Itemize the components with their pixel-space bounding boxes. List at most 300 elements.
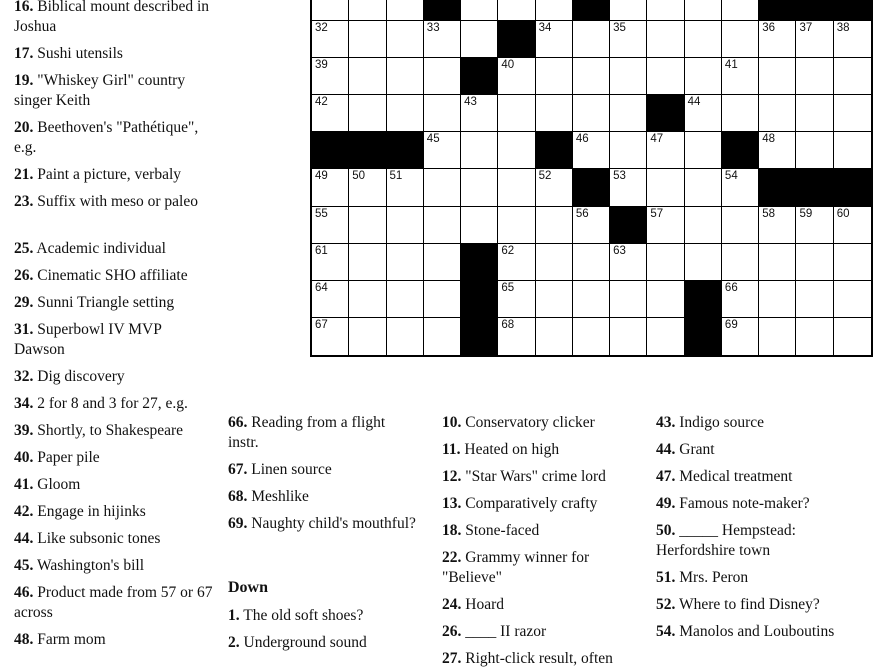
grid-cell[interactable] [610, 318, 647, 355]
clue-text: Gloom [33, 476, 81, 493]
grid-cell[interactable] [573, 281, 610, 318]
grid-cell[interactable] [722, 207, 759, 244]
cell-number: 58 [762, 207, 775, 220]
grid-cell[interactable] [796, 244, 833, 281]
cell-number: 65 [501, 281, 515, 294]
cell-number: 45 [426, 133, 440, 146]
grid-cell[interactable] [312, 244, 349, 281]
grid-black-square [722, 132, 759, 169]
clue-text: Product made from 57 or 67 across [14, 584, 213, 621]
clue-29[interactable] [14, 293, 214, 313]
grid-cell[interactable] [536, 169, 573, 206]
clue-number: 26. [442, 623, 462, 640]
grid-cell[interactable] [796, 21, 833, 58]
grid-cell[interactable] [536, 207, 573, 244]
grid-cell[interactable] [536, 58, 573, 95]
clue-text: Paint a picture, verbaly [33, 166, 182, 183]
clue-number: 66. [228, 414, 248, 431]
clue-text: Cinematic SHO affiliate [33, 267, 188, 284]
grid-cell[interactable] [461, 207, 498, 244]
clue-42[interactable] [14, 502, 214, 522]
clue-text: Famous note-maker? [675, 495, 810, 512]
cell-number: 34 [538, 22, 552, 35]
grid-cell[interactable] [573, 58, 610, 95]
clue-54[interactable] [656, 622, 871, 642]
grid-cell[interactable] [610, 169, 647, 206]
grid-cell[interactable] [573, 244, 610, 281]
clue-number: 54. [656, 623, 676, 640]
grid-cell[interactable] [498, 95, 535, 132]
clue-number: 31. [14, 321, 34, 338]
grid-cell[interactable] [722, 95, 759, 132]
grid-cell[interactable] [647, 0, 684, 21]
clue-27[interactable] [442, 649, 642, 669]
clue-49[interactable] [656, 494, 871, 514]
grid-black-square [610, 207, 647, 244]
clue-text: Biblical mount described in Joshua [14, 0, 210, 35]
clue-text: Indigo source [675, 414, 765, 431]
clue-text: Superbowl IV MVP Dawson [14, 321, 162, 358]
clue-number: 23. [14, 193, 34, 210]
grid-cell[interactable] [796, 132, 833, 169]
cell-number: 59 [799, 207, 813, 220]
grid-cell[interactable] [610, 281, 647, 318]
clue-number: 2. [228, 634, 240, 651]
clue-text: Farm mom [33, 631, 106, 648]
grid-black-square [573, 0, 610, 21]
clue-number: 27. [442, 650, 462, 667]
clue-43[interactable] [656, 413, 871, 433]
clue-text: Linen source [247, 461, 332, 478]
clue-66[interactable] [228, 413, 418, 453]
grid-cell[interactable] [312, 0, 349, 21]
clue-32[interactable] [14, 367, 214, 387]
clue-text: Sunni Triangle setting [33, 294, 175, 311]
grid-cell[interactable] [685, 21, 722, 58]
grid-cell[interactable] [722, 281, 759, 318]
grid-cell[interactable] [759, 132, 796, 169]
grid-cell[interactable] [424, 207, 461, 244]
grid-cell[interactable] [610, 0, 647, 21]
grid-cell[interactable] [647, 244, 684, 281]
clue-number: 10. [442, 414, 462, 431]
grid-cell[interactable] [424, 244, 461, 281]
clue-text: Grant [675, 441, 715, 458]
grid-cell[interactable] [461, 95, 498, 132]
clue-16[interactable] [14, 0, 214, 37]
grid-cell[interactable] [834, 318, 871, 355]
clue-22[interactable] [442, 548, 642, 588]
clue-68[interactable] [228, 487, 418, 507]
grid-cell[interactable] [722, 244, 759, 281]
cell-number: 35 [613, 22, 626, 35]
grid-cell[interactable] [834, 207, 871, 244]
clue-text: Grammy winner for "Believe" [442, 549, 590, 586]
clue-11[interactable] [442, 440, 642, 460]
clue-number: 32. [14, 368, 34, 385]
grid-cell[interactable] [573, 318, 610, 355]
cell-number: 48 [762, 133, 775, 146]
clue-number: 47. [656, 468, 676, 485]
cell-number: 32 [315, 22, 328, 35]
cell-number: 67 [315, 318, 328, 331]
clue-44[interactable] [14, 529, 214, 549]
clue-number: 18. [442, 522, 462, 539]
cell-number: 46 [575, 133, 589, 146]
cell-number: 50 [352, 170, 366, 183]
clue-17[interactable] [14, 44, 214, 64]
clue-number: 41. [14, 476, 34, 493]
clue-number: 45. [14, 557, 34, 574]
clue-text: Paper pile [33, 449, 100, 466]
grid-cell[interactable] [387, 207, 424, 244]
clue-40[interactable] [14, 448, 214, 468]
grid-cell[interactable] [312, 318, 349, 355]
clue-26[interactable] [442, 622, 642, 642]
clue-39[interactable] [14, 421, 214, 441]
clue-23[interactable] [14, 192, 214, 212]
clue-number: 69. [228, 515, 248, 532]
clue-12[interactable] [442, 467, 642, 487]
grid-cell[interactable] [610, 95, 647, 132]
cell-number: 49 [315, 170, 328, 183]
grid-cell[interactable] [424, 318, 461, 355]
clue-19[interactable] [14, 71, 214, 111]
grid-cell[interactable] [573, 21, 610, 58]
grid-black-square [647, 95, 684, 132]
grid-cell[interactable] [647, 169, 684, 206]
clue-number: 43. [656, 414, 676, 431]
clue-41[interactable] [14, 475, 214, 495]
cell-number: 36 [762, 22, 775, 35]
grid-cell[interactable] [647, 281, 684, 318]
clue-number: 12. [442, 468, 462, 485]
grid-cell[interactable] [387, 281, 424, 318]
cell-number: 33 [426, 22, 440, 35]
grid-cell[interactable] [312, 281, 349, 318]
grid-cell[interactable] [387, 169, 424, 206]
clue-number: 39. [14, 422, 34, 439]
grid-cell[interactable] [387, 21, 424, 58]
cell-number: 51 [389, 170, 403, 183]
grid-cell[interactable] [312, 95, 349, 132]
grid-cell[interactable] [722, 58, 759, 95]
clue-number: 26. [14, 267, 34, 284]
grid-black-square [834, 0, 871, 21]
clue-number: 34. [14, 395, 34, 412]
grid-black-square [461, 318, 498, 355]
grid-cell[interactable] [387, 95, 424, 132]
grid-cell[interactable] [685, 95, 722, 132]
grid-cell[interactable] [759, 95, 796, 132]
grid-black-square [759, 169, 796, 206]
clue-2[interactable] [228, 633, 418, 653]
clue-text: Underground sound [239, 634, 367, 651]
clue-text: Right-click result, often [461, 650, 613, 667]
cell-number: 66 [724, 281, 738, 294]
grid-cell[interactable] [685, 169, 722, 206]
cell-number: 57 [650, 207, 664, 220]
clue-number: 44. [14, 530, 34, 547]
grid-cell[interactable] [536, 95, 573, 132]
grid-cell[interactable] [349, 0, 386, 21]
grid-black-square [461, 58, 498, 95]
grid-cell[interactable] [759, 281, 796, 318]
grid-cell[interactable] [349, 207, 386, 244]
grid-cell[interactable] [424, 169, 461, 206]
grid-black-square [312, 132, 349, 169]
grid-cell[interactable] [610, 132, 647, 169]
cell-number: 40 [501, 59, 515, 72]
clue-text: The old soft shoes? [239, 607, 364, 624]
grid-cell[interactable] [685, 207, 722, 244]
clue-44[interactable] [656, 440, 871, 460]
clue-text: Hoard [461, 596, 504, 613]
clue-number: 17. [14, 45, 34, 62]
clue-number: 50. [656, 522, 676, 539]
grid-cell[interactable] [722, 21, 759, 58]
clue-text: Conservatory clicker [461, 414, 595, 431]
clue-48[interactable] [14, 630, 214, 650]
clue-text: "Whiskey Girl" country singer Keith [14, 72, 186, 109]
grid-cell[interactable] [834, 244, 871, 281]
grid-cell[interactable] [796, 281, 833, 318]
grid-cell[interactable] [610, 21, 647, 58]
grid-cell[interactable] [498, 318, 535, 355]
cell-number: 64 [315, 281, 328, 294]
grid-cell[interactable] [387, 0, 424, 21]
clue-69[interactable] [228, 514, 418, 534]
clue-number: 24. [442, 596, 462, 613]
grid-cell[interactable] [424, 95, 461, 132]
grid-cell[interactable] [498, 244, 535, 281]
clue-text: ____ II razor [461, 623, 547, 640]
crossword-grid[interactable] [310, 0, 873, 357]
grid-black-square [573, 169, 610, 206]
grid-cell[interactable] [685, 244, 722, 281]
grid-black-square [685, 318, 722, 355]
grid-cell[interactable] [610, 58, 647, 95]
clue-number: 46. [14, 584, 34, 601]
clue-number: 42. [14, 503, 34, 520]
grid-cell[interactable] [498, 207, 535, 244]
clue-52[interactable] [656, 595, 871, 615]
clue-text: Sushi utensils [33, 45, 123, 62]
grid-cell[interactable] [759, 244, 796, 281]
grid-black-square [685, 281, 722, 318]
clue-number: 13. [442, 495, 462, 512]
clue-46[interactable] [14, 583, 214, 623]
clue-10[interactable] [442, 413, 642, 433]
grid-cell[interactable] [759, 21, 796, 58]
grid-cell[interactable] [312, 169, 349, 206]
grid-cell[interactable] [387, 244, 424, 281]
cell-number: 55 [315, 207, 328, 220]
grid-cell[interactable] [498, 0, 535, 21]
clue-text: _____ Hempstead: Herfordshire town [656, 522, 796, 559]
grid-cell[interactable] [387, 58, 424, 95]
grid-cell[interactable] [424, 132, 461, 169]
grid-cell[interactable] [498, 281, 535, 318]
grid-cell[interactable] [834, 21, 871, 58]
clue-text: Reading from a flight instr. [228, 414, 386, 451]
grid-cell[interactable] [349, 58, 386, 95]
grid-black-square [796, 169, 833, 206]
clue-26[interactable] [14, 266, 214, 286]
grid-black-square [498, 21, 535, 58]
grid-cell[interactable] [610, 244, 647, 281]
grid-cell[interactable] [834, 281, 871, 318]
grid-cell[interactable] [498, 132, 535, 169]
grid-cell[interactable] [349, 21, 386, 58]
clue-number: 40. [14, 449, 34, 466]
clue-25[interactable] [14, 239, 214, 259]
clue-number: 68. [228, 488, 248, 505]
cell-number: 41 [724, 59, 738, 72]
grid-cell[interactable] [536, 318, 573, 355]
clue-50[interactable] [656, 521, 871, 561]
clue-number: 48. [14, 631, 34, 648]
clue-text: Shortly, to Shakespeare [33, 422, 184, 439]
cell-number: 52 [538, 170, 552, 183]
grid-cell[interactable] [461, 21, 498, 58]
grid-cell[interactable] [647, 132, 684, 169]
grid-cell[interactable] [834, 132, 871, 169]
grid-cell[interactable] [685, 132, 722, 169]
clue-number: 11. [442, 441, 461, 458]
grid-cell[interactable] [647, 318, 684, 355]
clue-number: 29. [14, 294, 34, 311]
grid-cell[interactable] [834, 58, 871, 95]
clue-number: 25. [14, 240, 34, 257]
grid-cell[interactable] [349, 318, 386, 355]
clue-text: Beethoven's "Pathétique", e.g. [14, 119, 199, 156]
grid-cell[interactable] [498, 169, 535, 206]
cell-number: 37 [799, 22, 813, 35]
grid-cell[interactable] [387, 318, 424, 355]
grid-cell[interactable] [349, 244, 386, 281]
grid-cell[interactable] [759, 318, 796, 355]
grid-cell[interactable] [834, 95, 871, 132]
clue-20[interactable] [14, 118, 214, 158]
clue-text: Dig discovery [33, 368, 125, 385]
grid-cell[interactable] [424, 58, 461, 95]
cell-number: 54 [724, 170, 738, 183]
cell-number: 62 [501, 244, 515, 257]
grid-black-square [834, 169, 871, 206]
grid-cell[interactable] [796, 58, 833, 95]
grid-cell[interactable] [424, 281, 461, 318]
grid-black-square [796, 0, 833, 21]
cell-number: 61 [315, 244, 328, 257]
clue-24[interactable] [442, 595, 642, 615]
grid-cell[interactable] [312, 207, 349, 244]
clue-51[interactable] [656, 568, 871, 588]
cell-number: 69 [724, 318, 738, 331]
grid-black-square [424, 0, 461, 21]
grid-cell[interactable] [685, 0, 722, 21]
clue-text: Suffix with meso or paleo [33, 193, 198, 210]
clue-number: 21. [14, 166, 34, 183]
cell-number: 43 [464, 96, 477, 109]
grid-cell[interactable] [349, 169, 386, 206]
grid-black-square [349, 132, 386, 169]
clue-34[interactable] [14, 394, 214, 414]
grid-cell[interactable] [312, 58, 349, 95]
grid-cell[interactable] [498, 58, 535, 95]
grid-cell[interactable] [722, 169, 759, 206]
grid-cell[interactable] [349, 95, 386, 132]
clue-47[interactable] [656, 467, 871, 487]
grid-cell[interactable] [759, 207, 796, 244]
grid-cell[interactable] [461, 169, 498, 206]
grid-black-square [461, 281, 498, 318]
cell-number: 68 [501, 318, 515, 331]
grid-cell[interactable] [722, 318, 759, 355]
clue-number: 51. [656, 569, 676, 586]
grid-cell[interactable] [536, 244, 573, 281]
clue-45[interactable] [14, 556, 214, 576]
grid-cell[interactable] [461, 132, 498, 169]
cell-number: 42 [315, 96, 328, 109]
grid-cell[interactable] [573, 207, 610, 244]
grid-cell[interactable] [349, 281, 386, 318]
grid-cell[interactable] [573, 95, 610, 132]
grid-cell[interactable] [796, 207, 833, 244]
clue-67[interactable] [228, 460, 418, 480]
clue-number: 44. [656, 441, 676, 458]
grid-cell[interactable] [647, 207, 684, 244]
clue-number: 22. [442, 549, 462, 566]
clue-21[interactable] [14, 165, 214, 185]
clue-number: 49. [656, 495, 676, 512]
grid-cell[interactable] [759, 58, 796, 95]
grid-cell[interactable] [536, 0, 573, 21]
grid-black-square [536, 132, 573, 169]
grid-cell[interactable] [536, 281, 573, 318]
clue-text: Like subsonic tones [33, 530, 161, 547]
grid-cell[interactable] [573, 132, 610, 169]
grid-cell[interactable] [796, 95, 833, 132]
down-heading: Down [228, 579, 269, 596]
grid-cell[interactable] [424, 21, 461, 58]
grid-cell[interactable] [461, 0, 498, 21]
clue-number: 20. [14, 119, 34, 136]
grid-cell[interactable] [312, 21, 349, 58]
clue-number: 19. [14, 72, 34, 89]
clue-1[interactable] [228, 606, 418, 626]
grid-cell[interactable] [536, 21, 573, 58]
clue-number: 67. [228, 461, 248, 478]
clue-text: "Star Wars" crime lord [461, 468, 606, 485]
clue-text: Stone-faced [461, 522, 540, 539]
clue-text: Manolos and Louboutins [675, 623, 835, 640]
clue-text: Mrs. Peron [675, 569, 749, 586]
grid-cell[interactable] [722, 0, 759, 21]
grid-cell[interactable] [647, 21, 684, 58]
clue-text: Where to find Disney? [675, 596, 820, 613]
clue-13[interactable] [442, 494, 642, 514]
grid-cell[interactable] [685, 58, 722, 95]
clue-text: Comparatively crafty [461, 495, 598, 512]
grid-cell[interactable] [796, 318, 833, 355]
clue-18[interactable] [442, 521, 642, 541]
clue-31[interactable] [14, 320, 214, 360]
cell-number: 47 [650, 133, 664, 146]
cell-number: 60 [836, 207, 850, 220]
grid-black-square [461, 244, 498, 281]
grid-cell[interactable] [647, 58, 684, 95]
